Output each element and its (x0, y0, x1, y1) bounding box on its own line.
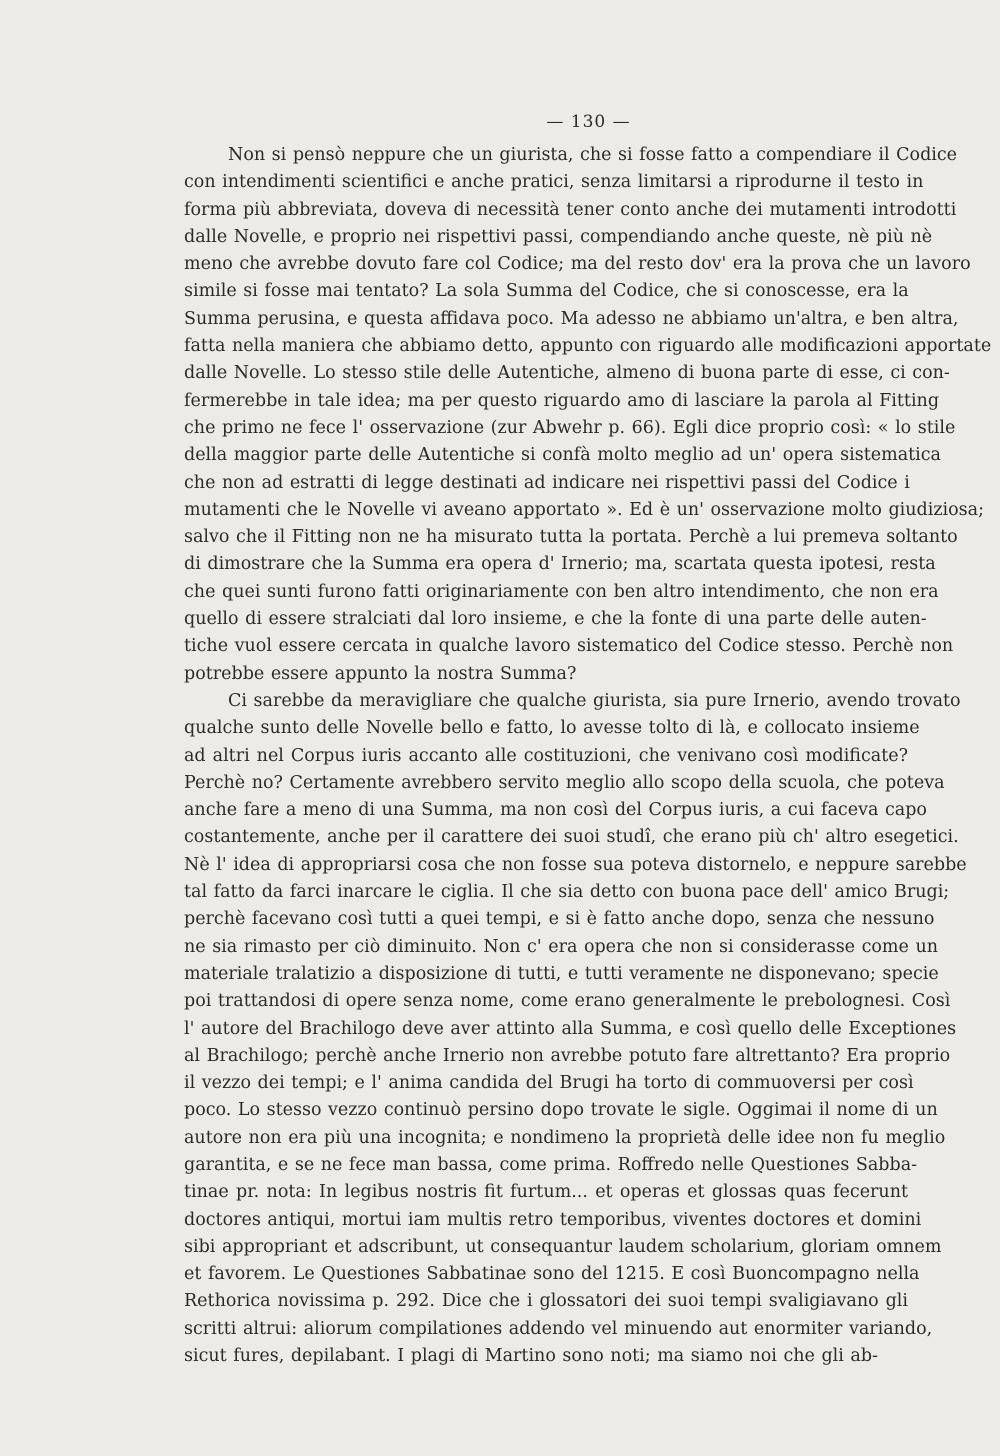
text-line: sibi appropriant et adscribunt, ut consequantur laudem scholarium, gloriam omnem (184, 1236, 942, 1257)
text-line: ad altri nel Corpus iuris accanto alle costituzioni, che venivano così modificate? (184, 745, 908, 766)
text-line: Rethorica novissima p. 292. Dice che i glossatori dei suoi tempi svaligiavano gli (184, 1291, 908, 1312)
text-line: al Brachilogo; perchè anche Irnerio non avrebbe potuto fare altrettanto? Era proprio (184, 1045, 951, 1066)
text-line: che non ad estratti di legge destinati ad indicare nei rispettivi passi del Codice i (184, 472, 910, 493)
body-text (184, 142, 992, 1370)
text-line: forma più abbreviata, doveva di necessità tener conto anche dei mutamenti introdotti (184, 199, 957, 220)
text-line: che primo ne fece l' osservazione (zur Abwehr p. 66). Egli dice proprio così: « lo stile (184, 417, 956, 438)
text-line: il vezzo dei tempi; e l' anima candida del Brugi ha torto di commuoversi per così (184, 1073, 914, 1094)
text-line: poi trattandosi di opere senza nome, come erano generalmente le prebolognesi. Così (184, 991, 951, 1012)
text-line: autore non era più una incognita; e nondimeno la proprietà delle idee non fu meglio (184, 1127, 946, 1148)
text-line: fatta nella maniera che abbiamo detto, appunto con riguardo alle modificazioni apportate (184, 336, 992, 357)
text-line: sicut fures, depilabant. I plagi di Martino sono noti; ma siamo noi che gli ab- (184, 1346, 878, 1367)
text-line: materiale tralatizio a disposizione di tutti, e tutti veramente ne disponevano; specie (184, 963, 939, 984)
text-line: Non si pensò neppure che un giurista, che si fosse fatto a compendiare il Codice (228, 145, 958, 165)
text-line: mutamenti che le Novelle vi aveano apportato ». Ed è un' osservazione molto giudiziosa; (184, 499, 984, 520)
text-line: scritti altrui: aliorum compilationes addendo vel minuendo aut enormiter variando, (184, 1318, 933, 1339)
text-line: et favorem. Le Questiones Sabbatinae sono del 1215. E così Buoncompagno nella (184, 1264, 920, 1285)
text-line: che quei sunti furono fatti originariamente con ben altro intendimento, che non era (184, 581, 939, 602)
text-line: perchè facevano così tutti a quei tempi, e si è fatto anche dopo, senza che nessuno (184, 909, 935, 930)
text-line: della maggior parte delle Autentiche si confà molto meglio ad un' opera sistematica (184, 445, 941, 466)
text-line: doctores antiqui, mortui iam multis retro temporibus, viventes doctores et domini (184, 1209, 922, 1230)
text-line: dalle Novelle. Lo stesso stile delle Autentiche, almeno di buona parte di esse, ci con- (184, 363, 950, 384)
text-line: garantita, e se ne fece man bassa, come prima. Roffredo nelle Questiones Sabba- (184, 1154, 918, 1175)
text-line: salvo che il Fitting non ne ha misurato tutta la portata. Perchè a lui premeva soltanto (184, 527, 958, 548)
text-line: qualche sunto delle Novelle bello e fatto, lo avesse tolto di là, e collocato insieme (184, 718, 920, 739)
text-line: meno che avrebbe dovuto fare col Codice; ma del resto dov' era la prova che un lavoro (184, 254, 971, 275)
text-line: l' autore del Brachilogo deve aver attinto alla Summa, e così quello delle Exceptiones (184, 1018, 957, 1039)
text-line: Nè l' idea di appropriarsi cosa che non fosse sua poteva distornelo, e neppure sarebbe (184, 854, 967, 875)
text-line: simile si fosse mai tentato? La sola Summa del Codice, che si conoscesse, era la (184, 281, 909, 302)
text-line: poco. Lo stesso vezzo continuò persino dopo trovate le sigle. Oggimai il nome di un (184, 1100, 938, 1121)
paragraph (184, 688, 967, 1370)
text-line: quello di essere stralciati dal loro insieme, e che la fonte di una parte delle auten- (184, 609, 927, 630)
text-line: dalle Novelle, e proprio nei rispettivi passi, compendiando anche queste, nè più nè (184, 226, 933, 247)
text-line: fermerebbe in tale idea; ma per questo riguardo amo di lasciare la parola al Fitting (184, 390, 940, 411)
text-line: ne sia rimasto per ciò diminuito. Non c' era opera che non si considerasse come un (184, 936, 938, 957)
text-line: con intendimenti scientifici e anche pratici, senza limitarsi a riprodurne il testo in (184, 172, 924, 193)
text-line: Summa perusina, e questa affidava poco. Ma adesso ne abbiamo un'altra, e ben altra, (184, 308, 959, 329)
text-line: tiche vuol essere cercata in qualche lavoro sistematico del Codice stesso. Perchè non (184, 636, 954, 657)
text-line: costantemente, anche per il carattere dei suoi studî, che erano più ch' altro esegetici. (184, 827, 959, 848)
text-line: tal fatto da farci inarcare le ciglia. Il che sia detto con buona pace dell' amico Brugi; (184, 882, 950, 903)
text-line: Perchè no? Certamente avrebbero servito meglio allo scopo della scuola, che poteva (184, 772, 945, 793)
text-line: potrebbe essere appunto la nostra Summa? (184, 663, 577, 684)
text-line: anche fare a meno di una Summa, ma non così del Corpus iuris, a cui faceva capo (184, 800, 927, 821)
paragraph (184, 142, 992, 688)
text-line: di dimostrare che la Summa era opera d' Irnerio; ma, scartata questa ipotesi, resta (184, 554, 936, 575)
text-line: Ci sarebbe da meravigliare che qualche giurista, sia pure Irnerio, avendo trovato (228, 690, 961, 711)
text-line: tinae pr. nota: In legibus nostris fit furtum... et operas et glossas quas fecerunt (184, 1182, 908, 1203)
page-number: — 130 — (546, 112, 631, 132)
